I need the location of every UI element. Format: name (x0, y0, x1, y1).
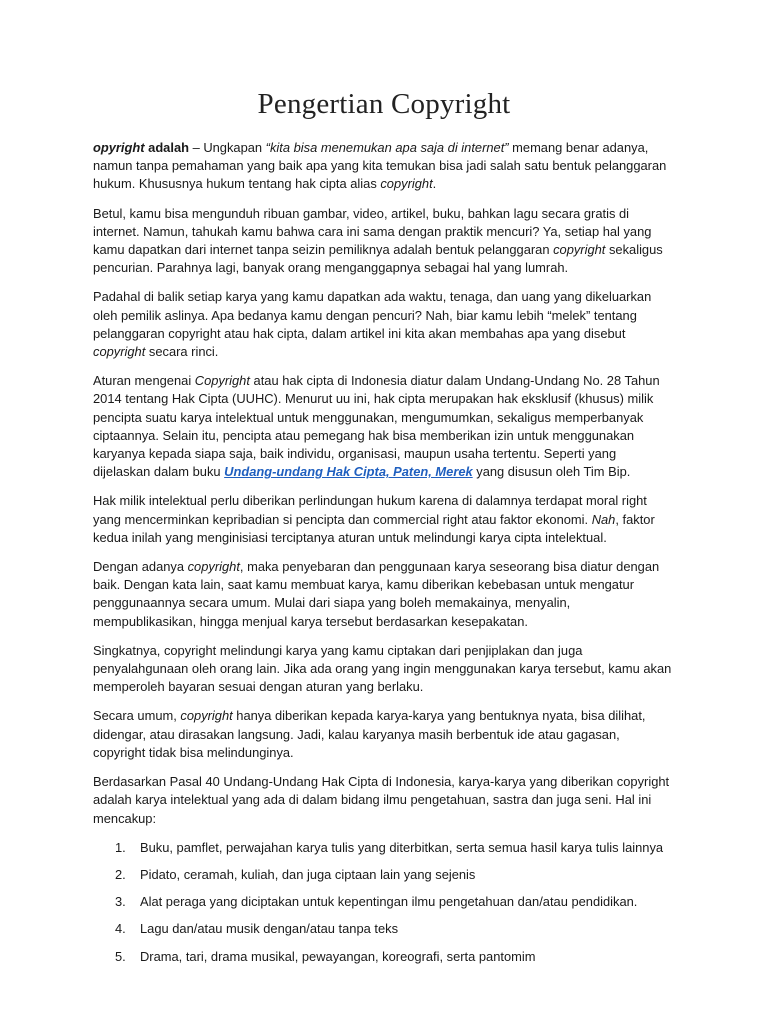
text-run: Betul, kamu bisa mengunduh ribuan gambar, video, artikel, buku, bahkan lagu secara gratis di internet. Namun, tahukah kamu bahwa cara ini sama dengan praktik mencuri? Ya, setiap hal yang kamu dapatkan dari internet tanpa seizin pemiliknya adalah bentuk pelanggaran (93, 205, 652, 258)
text-run: , maka penyebaran dan penggunaan karya seseorang bisa diatur dengan baik. Dengan kata lain, saat kamu membuat karya, kamu diberikan kebebasan untuk mengatur penggunaannya secara umum. Mulai dari siapa yang boleh memakainya, menyalin, mempublikasikan, hingga menjual karya tersebut berdasarkan kesepakatan. (93, 559, 660, 629)
list-number: 5. (115, 948, 126, 964)
text-run: copyright (553, 242, 606, 258)
text-run: memang benar adanya, namun tanpa pemahaman yang baik apa yang kita temukan bisa jadi salah satu bentuk pelanggaran hukum. Khususnya hukum tentang hak cipta alias (93, 140, 667, 192)
list-text: Alat peraga yang diciptakan untuk kepentingan ilmu pengetahuan dan/atau pendidikan. (140, 894, 638, 910)
text-run: secara rinci. (145, 344, 219, 360)
paragraph-5 (93, 492, 675, 547)
list-number: 2. (115, 866, 126, 882)
text-run: atau hak cipta di Indonesia diatur dalam Undang-Undang No. 28 Tahun 2014 tentang Hak Cipta (UUHC). Menurut uu ini, hak cipta merupakan hak eksklusif (khusus) milik pencipta suatu karya intelektual untuk menggunakan, mengumumkan, sekaligus memperbanyak ciptaannya. Selain itu, pencipta atau pemegang hak bisa memberikan izin untuk menggunakan karyanya kepada siapa saja, baik individu, organisasi, maupun usaha tertentu. Seperti yang dijelaskan dalam buku (93, 373, 660, 480)
text-run: yang disusun oleh Tim Bip. (472, 464, 631, 480)
list-item (93, 920, 675, 938)
list-number: 4. (115, 921, 126, 937)
paragraph-9: Berdasarkan Pasal 40 Undang-Undang Hak Cipta di Indonesia, karya-karya yang diberikan copyright adalah karya intelektual yang ada di dalam bidang ilmu pengetahuan, sastra dan juga seni. Hal ini mencakup: (93, 774, 670, 826)
text-run: copyright (380, 176, 433, 192)
list-text: Lagu dan/atau musik dengan/atau tanpa teks (140, 921, 399, 937)
page-title: Pengertian Copyright (257, 88, 511, 120)
list-item (93, 866, 675, 884)
text-run: hanya diberikan kepada karya-karya yang bentuknya nyata, bisa dilihat, didengar, atau dirasakan langsung. Jadi, kalau karyanya masih berbentuk ide atau gagasan, copyright tidak bisa melindunginya. (93, 708, 646, 760)
numbered-list (93, 839, 675, 966)
text-run: sekaligus pencurian. Parahnya lagi, banyak orang menganggapnya sebagai hal yang lumrah. (93, 242, 663, 276)
term-copyright: opyright (93, 140, 145, 155)
term-adalah: adalah (144, 140, 189, 155)
paragraph-2 (93, 205, 675, 278)
list-text: Drama, tari, drama musikal, pewayangan, koreografi, serta pantomim (140, 948, 536, 964)
paragraph-8 (93, 707, 675, 762)
book-link[interactable]: Undang-undang Hak Cipta, Paten, Merek (224, 464, 473, 480)
list-text: Buku, pamflet, perwajahan karya tulis yang diterbitkan, serta semua hasil karya tulis lainnya (140, 839, 664, 855)
text-run: – Ungkapan (188, 140, 266, 155)
paragraph-7: Singkatnya, copyright melindungi karya yang kamu ciptakan dari penjiplakan dan juga penyalahgunaan oleh orang lain. Jika ada orang yang ingin menggunakan karya tersebut, kamu akan memperoleh bayaran sesuai dengan aturan yang berlaku. (93, 642, 672, 695)
text-run: Nah (591, 511, 616, 527)
text-run: , faktor kedua inilah yang menginisiasi terciptanya aturan untuk melindungi karya cipta intelektual. (93, 511, 655, 545)
text-run: Copyright (194, 373, 250, 389)
text-run: Hak milik intelektual perlu diberikan perlindungan hukum karena di dalamnya terdapat moral right yang mencerminkan kepribadian si pencipta dan commercial right atau faktor ekonomi. (93, 493, 647, 527)
text-run: copyright (180, 708, 233, 724)
paragraph-6 (93, 558, 675, 631)
paragraph-1 (93, 139, 675, 194)
list-item (93, 839, 675, 857)
paragraph-4 (93, 372, 675, 481)
paragraph-3 (93, 288, 675, 361)
text-run: copyright (93, 344, 146, 360)
text-run: Padahal di balik setiap karya yang kamu dapatkan ada waktu, tenaga, dan uang yang dikeluarkan oleh pemilik aslinya. Apa bedanya kamu dengan pencuri? Nah, biar kamu lebih “melek” tentang pelanggaran copyright atau hak cipta, dalam artikel ini kita akan membahas apa yang disebut (93, 289, 652, 341)
text-run: copyright (187, 559, 240, 575)
text-run: Aturan mengenai (93, 373, 195, 389)
text-run: Secara umum, (93, 708, 181, 724)
list-item (93, 893, 675, 911)
list-number: 1. (115, 839, 126, 855)
list-number: 3. (115, 894, 126, 910)
text-run: . (432, 176, 437, 192)
list-text: Pidato, ceramah, kuliah, dan juga ciptaan lain yang sejenis (140, 866, 476, 882)
text-run: Dengan adanya (93, 559, 188, 575)
list-item (93, 948, 675, 966)
quote-text: “kita bisa menemukan apa saja di internet” (265, 140, 509, 155)
